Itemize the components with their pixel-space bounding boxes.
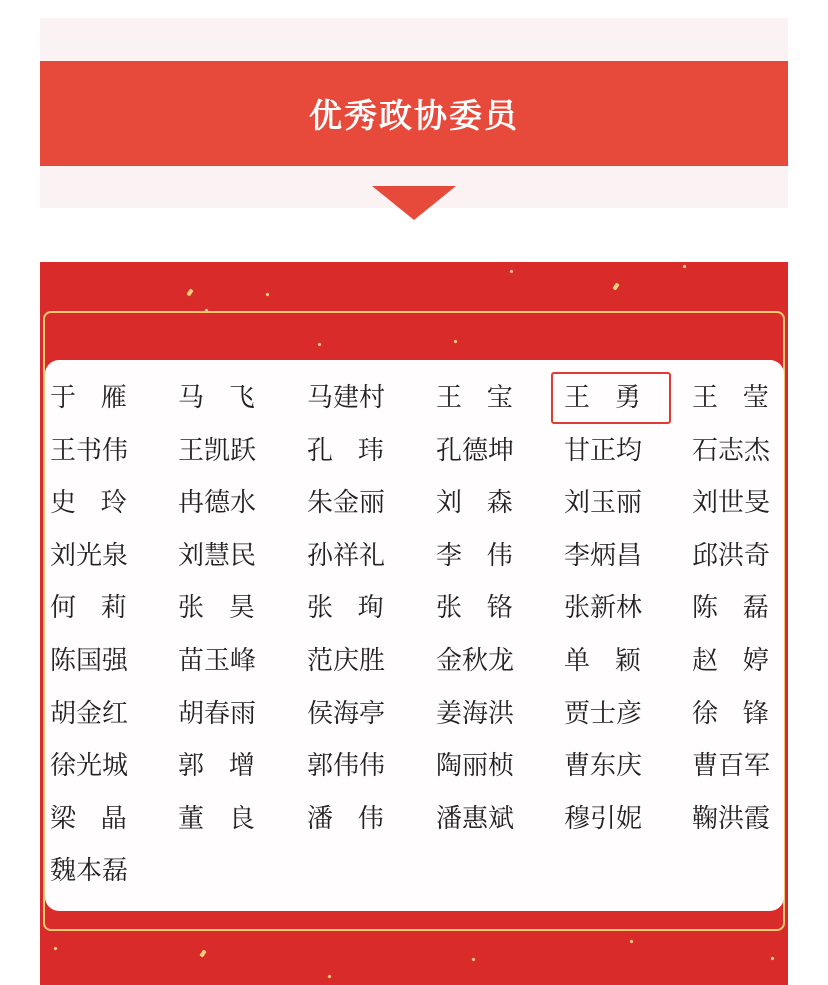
member-name: 赵 婷: [692, 646, 769, 676]
member-name: 冉德水: [178, 488, 257, 518]
member-name: 单 颖: [564, 646, 641, 676]
member-name: 史 玲: [50, 488, 127, 518]
member-name: 潘 伟: [307, 804, 384, 834]
member-name: 贾士彦: [564, 699, 643, 729]
member-name: 徐光城: [50, 751, 129, 781]
member-name: 郭伟伟: [307, 751, 386, 781]
member-name: 王 宝: [436, 383, 513, 413]
member-name: 魏本磊: [50, 856, 129, 886]
member-name: 王 勇: [564, 383, 641, 413]
member-name: 董 良: [178, 804, 255, 834]
member-name: 李 伟: [436, 541, 513, 571]
member-name: 梁 晶: [50, 804, 127, 834]
member-name: 朱金丽: [307, 488, 386, 518]
member-name: 刘世旻: [692, 488, 771, 518]
member-name: 刘光泉: [50, 541, 129, 571]
member-name: 陈国强: [50, 646, 129, 676]
member-name: 何 莉: [50, 593, 127, 623]
member-name: 张 珣: [307, 593, 384, 623]
member-name: 鞠洪霞: [692, 804, 771, 834]
member-name: 孔德坤: [436, 436, 515, 466]
member-name: 刘慧民: [178, 541, 257, 571]
member-name: 陶丽桢: [436, 751, 515, 781]
member-name: 马 飞: [178, 383, 255, 413]
title-banner: [40, 61, 788, 166]
member-name: 张 铬: [436, 593, 513, 623]
member-name: 范庆胜: [307, 646, 386, 676]
member-name: 侯海亭: [307, 699, 386, 729]
page-title: 优秀政协委员: [309, 96, 519, 135]
member-name: 曹东庆: [564, 751, 643, 781]
member-name: 穆引妮: [564, 804, 643, 834]
member-name: 王凯跃: [178, 436, 257, 466]
member-name: 金秋龙: [436, 646, 515, 676]
member-name: 苗玉峰: [178, 646, 257, 676]
member-name: 马建村: [307, 383, 386, 413]
member-name: 姜海洪: [436, 699, 515, 729]
member-name: 曹百军: [692, 751, 771, 781]
member-name: 郭 增: [178, 751, 255, 781]
member-name: 刘 森: [436, 488, 513, 518]
member-name: 王书伟: [50, 436, 129, 466]
member-name: 于 雁: [50, 383, 127, 413]
member-name: 胡金红: [50, 699, 129, 729]
member-name: 李炳昌: [564, 541, 643, 571]
member-name: 孙祥礼: [307, 541, 386, 571]
name-list-card: [45, 360, 784, 911]
member-name: 邱洪奇: [692, 541, 771, 571]
member-name: 徐 锋: [692, 699, 769, 729]
down-arrow-icon: [372, 186, 456, 220]
member-name: 王 莹: [692, 383, 769, 413]
member-name: 胡春雨: [178, 699, 257, 729]
member-name: 甘正均: [564, 436, 643, 466]
member-name: 张 昊: [178, 593, 255, 623]
member-name: 石志杰: [692, 436, 771, 466]
member-name: 潘惠斌: [436, 804, 515, 834]
member-name: 刘玉丽: [564, 488, 643, 518]
member-name: 孔 玮: [307, 436, 384, 466]
member-name: 张新林: [564, 593, 643, 623]
member-name: 陈 磊: [692, 593, 769, 623]
